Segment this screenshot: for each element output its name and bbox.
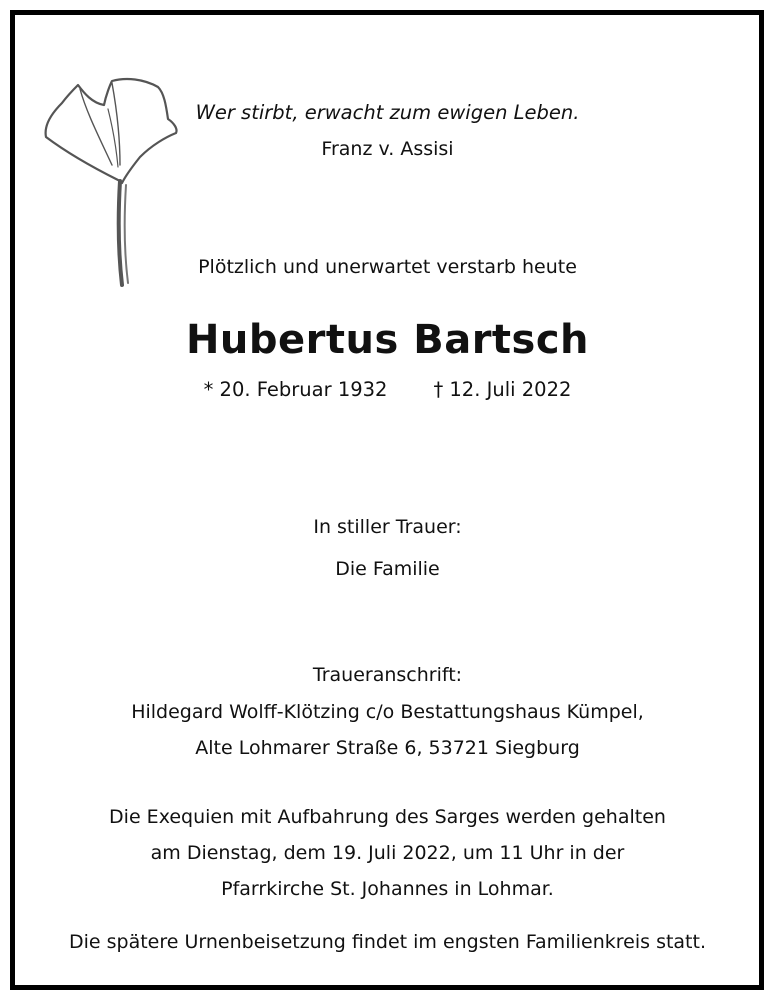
- intro-text: Plötzlich und unerwartet verstarb heute: [198, 256, 577, 278]
- address-line-1: Hildegard Wolff-Klötzing c/o Bestattungshaus Kümpel,: [131, 701, 644, 723]
- quote-text: Wer stirbt, erwacht zum ewigen Leben.: [195, 101, 580, 124]
- address-label: Traueranschrift:: [312, 664, 463, 686]
- birth-date: * 20. Februar 1932: [203, 378, 388, 401]
- mourners-name: Die Familie: [335, 558, 440, 580]
- service-line-1: Die Exequien mit Aufbahrung des Sarges werden gehalten: [109, 806, 666, 828]
- quote-author: Franz v. Assisi: [321, 138, 454, 160]
- mourners-label: In stiller Trauer:: [313, 516, 462, 538]
- life-dates: [0, 377, 775, 403]
- death-date: † 12. Juli 2022: [433, 378, 572, 401]
- service-line-3: Pfarrkirche St. Johannes in Lohmar.: [221, 878, 554, 900]
- service-line-2: am Dienstag, dem 19. Juli 2022, um 11 Uhr in der: [150, 842, 625, 864]
- address-line-2: Alte Lohmarer Straße 6, 53721 Siegburg: [195, 737, 580, 759]
- closing-text: Die spätere Urnenbeisetzung findet im engsten Familienkreis statt.: [68, 931, 706, 953]
- deceased-name: Hubertus Bartsch: [185, 317, 590, 363]
